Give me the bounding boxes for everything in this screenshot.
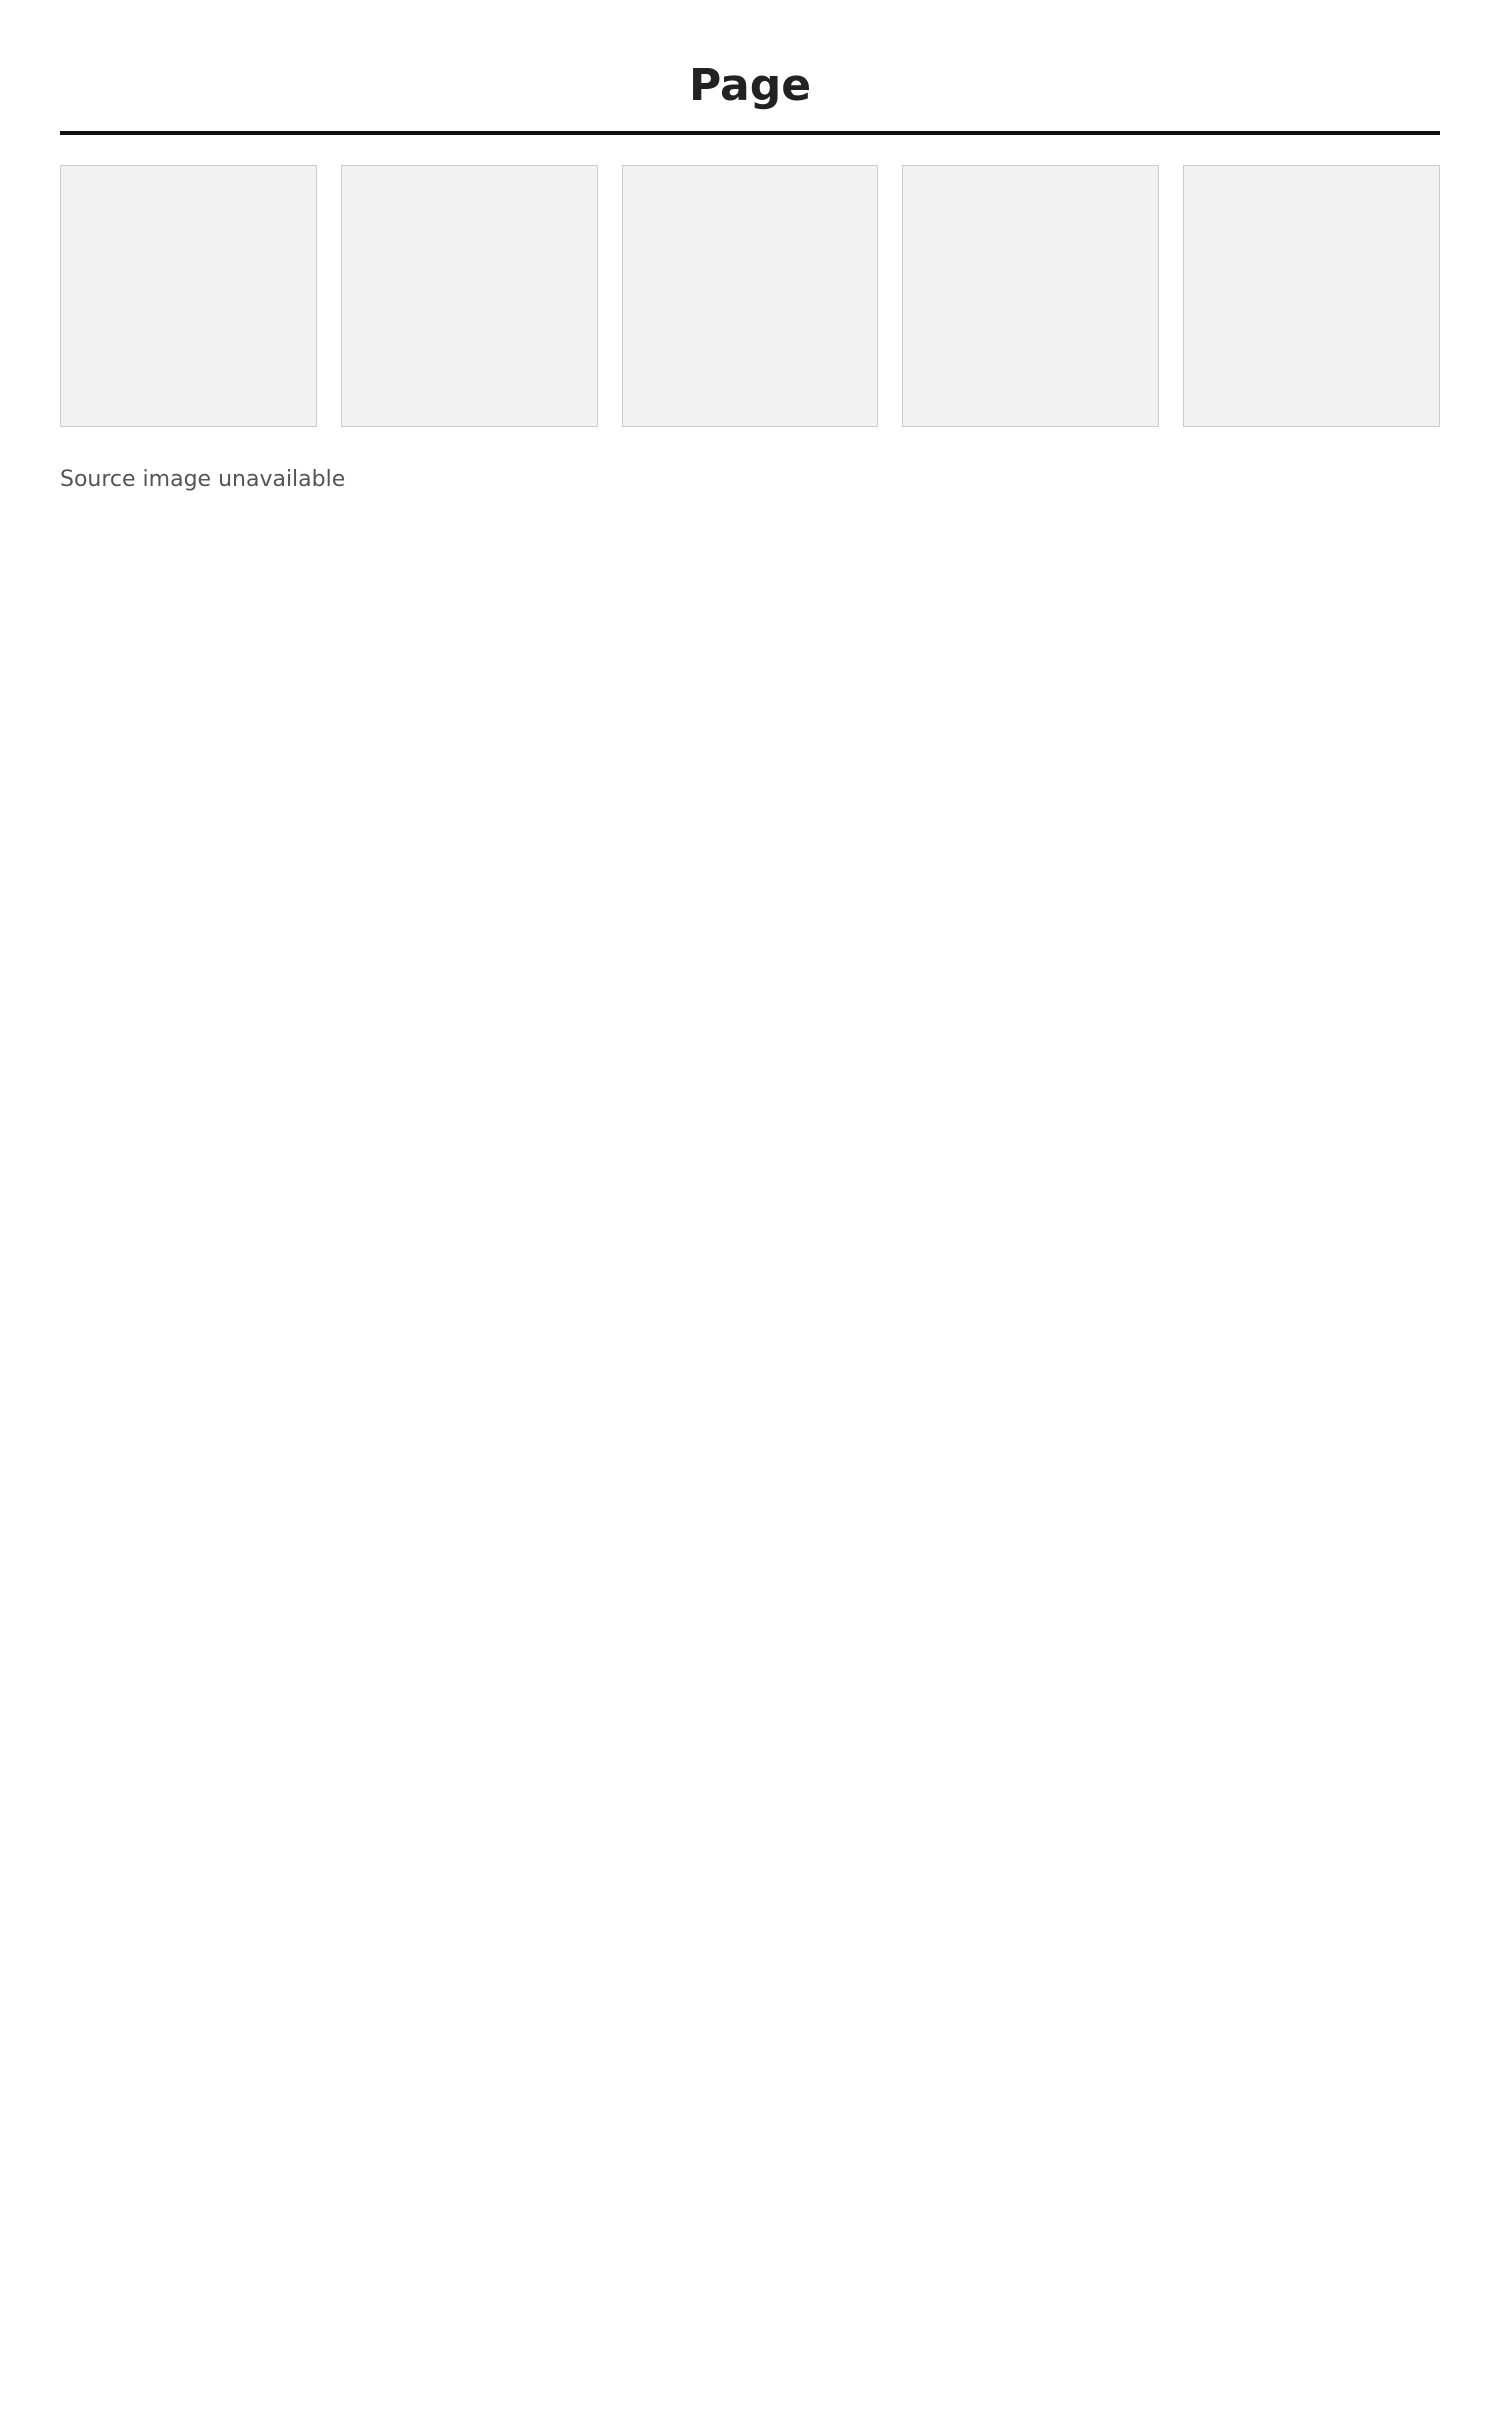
- content-block: [1183, 165, 1440, 427]
- content-block: [341, 165, 598, 427]
- content-block: [902, 165, 1159, 427]
- content-block: [60, 165, 317, 427]
- status-note: Source image unavailable: [60, 467, 346, 492]
- page-title: Page: [60, 60, 1440, 135]
- content-block: [622, 165, 879, 427]
- layout-columns: [60, 165, 1440, 427]
